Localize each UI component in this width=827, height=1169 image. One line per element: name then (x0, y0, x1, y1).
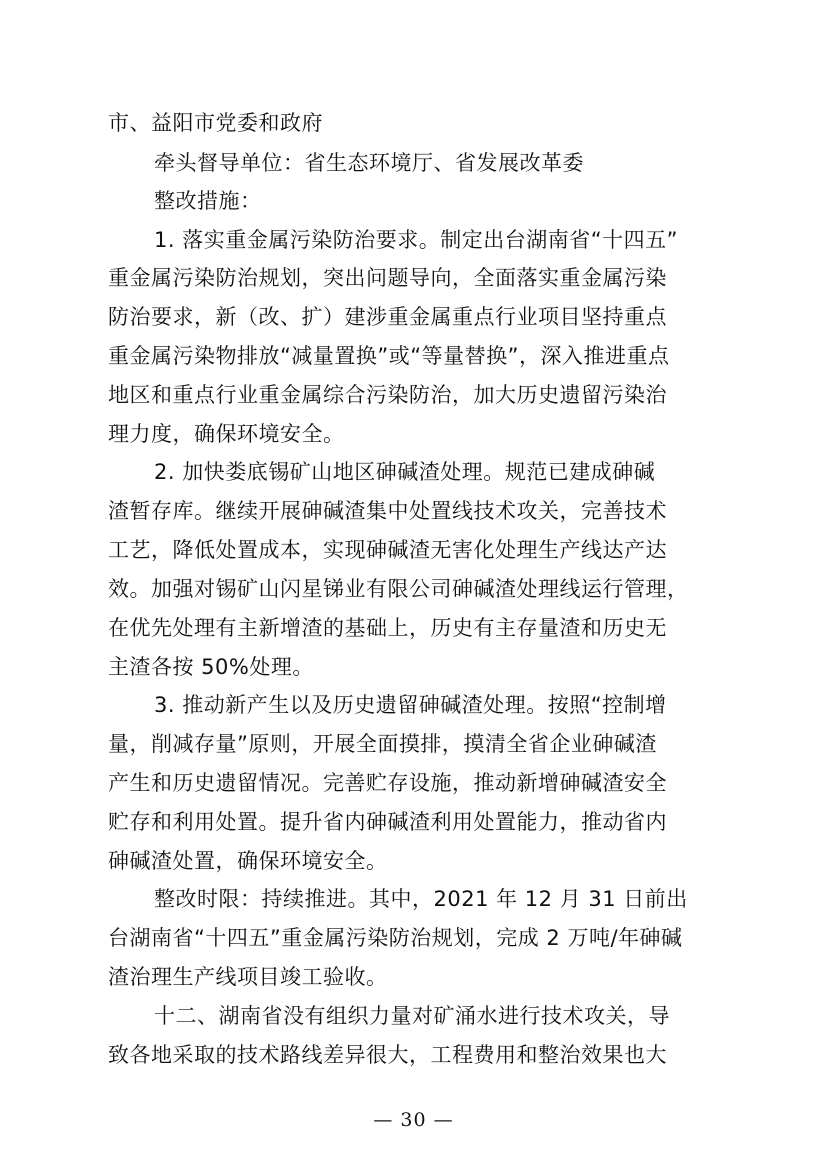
text-line: 3. 推动新产生以及历史遗留砷碱渣处理。按照“控制增 (154, 693, 667, 717)
text-line: 地区和重点行业重金属综合污染防治，加大历史遗留污染治 (108, 383, 667, 407)
text-line: 重金属污染物排放“减量置换”或“等量替换”，深入推进重点 (108, 344, 670, 368)
text-line: 主渣各按 50%处理。 (108, 655, 314, 679)
text-line: 防治要求，新（改、扩）建涉重金属重点行业项目坚持重点 (108, 305, 667, 329)
text-line: 牵头督导单位：省生态环境厅、省发展改革委 (154, 151, 584, 175)
text-line: 产生和历史遗留情况。完善贮存设施，推动新增砷碱渣安全 (108, 771, 667, 795)
text-line: 渣治理生产线项目竣工验收。 (108, 965, 388, 989)
text-line: 台湖南省“十四五”重金属污染防治规划，完成 2 万吨/年砷碱 (108, 926, 683, 950)
text-line: 市、益阳市党委和政府 (108, 111, 323, 135)
text-line: 2. 加快娄底锡矿山地区砷碱渣处理。规范已建成砷碱 (154, 460, 656, 484)
text-line: 整改时限：持续推进。其中，2021 年 12 月 31 日前出 (154, 887, 688, 911)
text-line: 量，削减存量”原则，开展全面摸排，摸清全省企业砷碱渣 (108, 732, 657, 756)
page-number: — 30 — (373, 1109, 454, 1131)
text-line: 在优先处理有主新增渣的基础上，历史有主存量渣和历史无 (108, 616, 667, 640)
text-line: 十二、湖南省没有组织力量对矿涌水进行技术攻关，导 (154, 1004, 670, 1028)
text-line: 1. 落实重金属污染防治要求。制定出台湖南省“十四五” (154, 228, 678, 252)
text-line: 工艺，降低处置成本，实现砷碱渣无害化处理生产线达产达 (108, 538, 667, 562)
text-line: 贮存和利用处置。提升省内砷碱渣利用处置能力，推动省内 (108, 810, 667, 834)
text-line: 整改措施： (154, 189, 262, 213)
text-line: 重金属污染防治规划，突出问题导向，全面落实重金属污染 (108, 266, 667, 290)
text-line: 效。加强对锡矿山闪星锑业有限公司砷碱渣处理线运行管理， (108, 577, 689, 601)
text-line: 砷碱渣处置，确保环境安全。 (108, 849, 388, 873)
text-line: 渣暂存库。继续开展砷碱渣集中处置线技术攻关，完善技术 (108, 499, 667, 523)
text-line: 致各地采取的技术路线差异很大，工程费用和整治效果也大 (108, 1043, 667, 1067)
text-line: 理力度，确保环境安全。 (108, 422, 345, 446)
